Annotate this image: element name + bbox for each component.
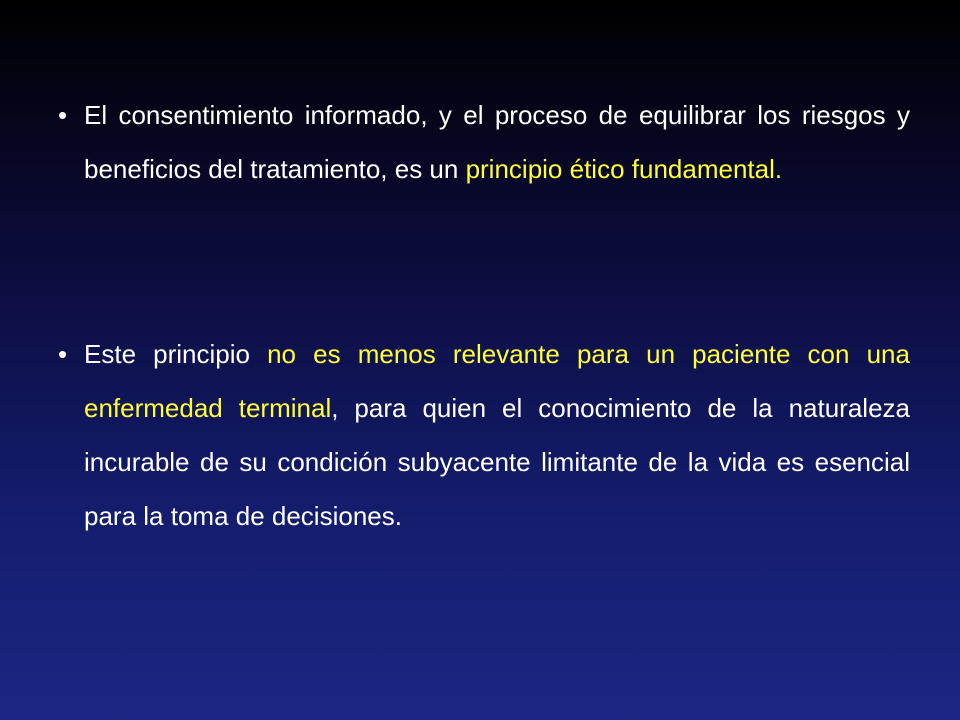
bullet-text-highlight: principio ético fundamental. [465,154,783,184]
bullet-text-highlight: no es menos relevante para un paciente con una enfermedad terminal [84,339,910,423]
bullet-text-normal: Este principio [84,339,268,369]
bullet-item-terminal-patient [58,327,910,543]
bullet-icon: • [58,100,68,130]
bullet-text [84,88,910,196]
bullet-icon: • [58,339,68,369]
bullet-text [84,327,910,543]
bullet-text-normal: , para quien el conocimiento de la naturaleza incurable de su condición subyacente limitante de la vida es esencial para la toma de decisiones. [84,393,910,531]
bullet-text-normal: El consentimiento informado, y el proceso de equilibrar los riesgos y beneficios del tratamiento, es un [84,100,910,184]
bullet-item-informed-consent [58,88,910,196]
